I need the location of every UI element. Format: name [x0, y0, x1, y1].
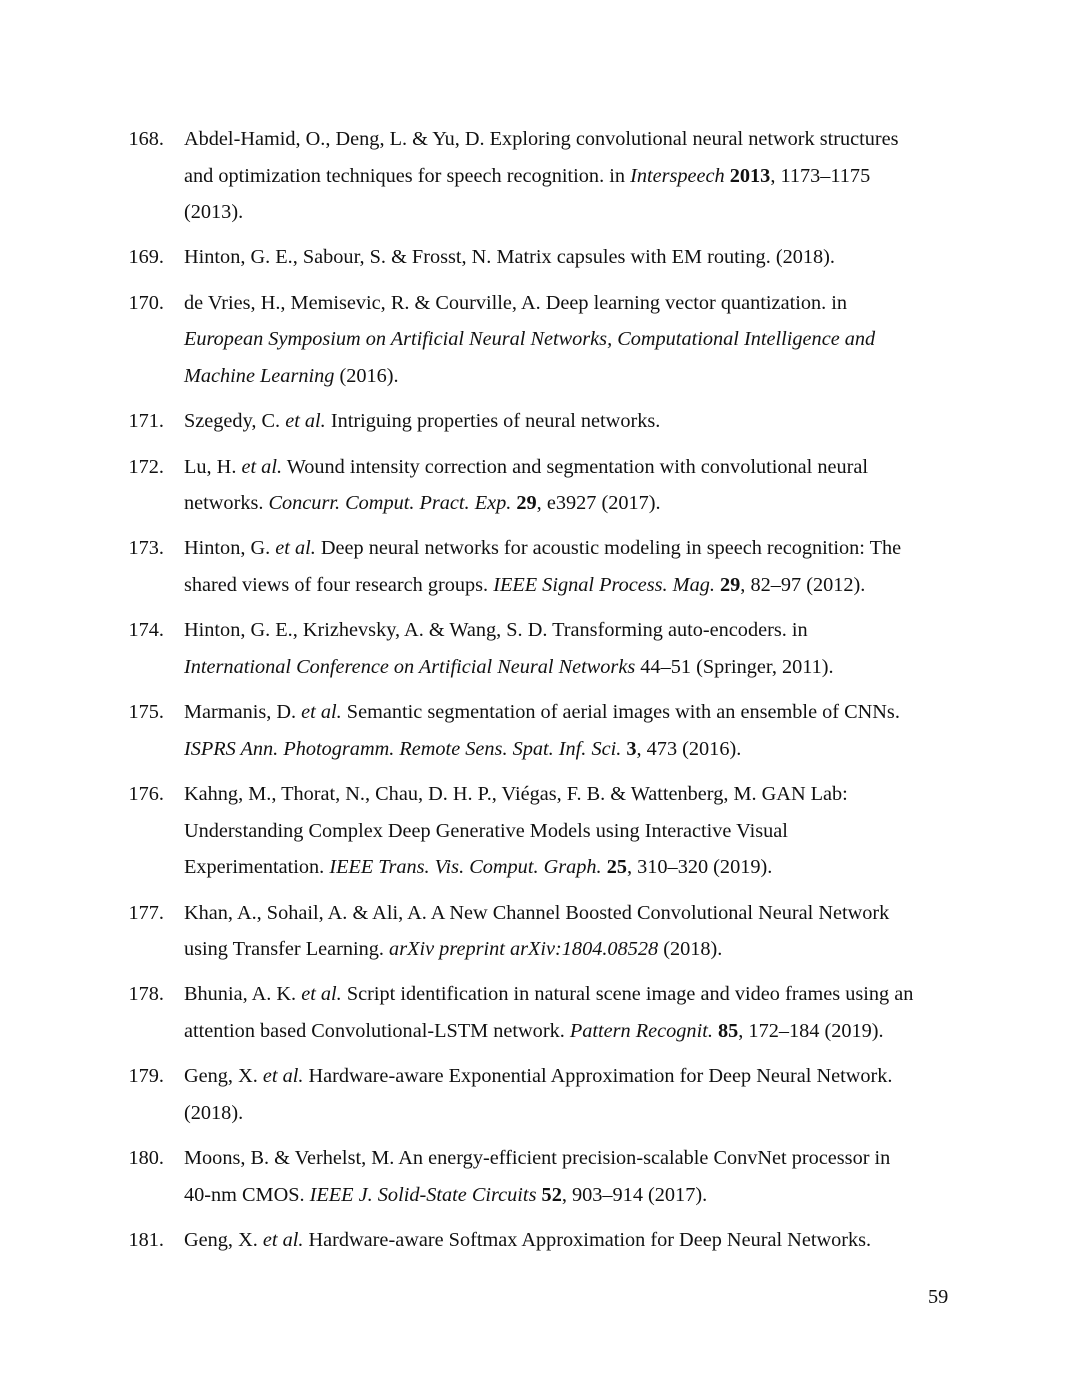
- text-segment: attention based Convolutional-LSTM network.: [184, 1019, 570, 1042]
- italic-text: arXiv preprint arXiv:1804.08528: [389, 938, 659, 961]
- reference-line: [184, 485, 1080, 522]
- reference-text: [184, 895, 1080, 968]
- reference-text: [184, 239, 1080, 276]
- reference-entry: [0, 612, 1080, 685]
- reference-entry: [0, 403, 1080, 440]
- bold-text: 52: [541, 1183, 562, 1206]
- italic-text: Interspeech: [630, 164, 725, 187]
- reference-number: 174.: [128, 619, 164, 642]
- italic-text: et al.: [275, 537, 316, 560]
- reference-entry: [0, 776, 1080, 886]
- italic-text: European Symposium on Artificial Neural Networks, Computational Intelligence and: [184, 328, 876, 351]
- italic-text: IEEE J. Solid-State Circuits: [309, 1183, 537, 1206]
- text-segment: Understanding Complex Deep Generative Models using Interactive Visual: [184, 819, 788, 842]
- reference-line: [184, 449, 1080, 486]
- reference-list: [0, 121, 1080, 1267]
- reference-line: [184, 1177, 1080, 1214]
- text-segment: 44–51 (Springer, 2011).: [635, 655, 834, 678]
- reference-line: [184, 530, 1080, 567]
- reference-number: 178.: [128, 983, 164, 1006]
- text-segment: , 310–320 (2019).: [626, 856, 773, 879]
- reference-line: [184, 849, 1080, 886]
- reference-entry: [0, 530, 1080, 603]
- text-segment: Deep neural networks for acoustic modeling in speech recognition: The: [315, 537, 902, 560]
- text-segment: , 172–184 (2019).: [738, 1019, 884, 1042]
- text-segment: Intriguing properties of neural networks.: [325, 410, 661, 433]
- reference-number: 176.: [128, 783, 164, 806]
- italic-text: International Conference on Artificial Neural Networks: [184, 655, 636, 678]
- reference-line: [184, 1058, 1080, 1095]
- italic-text: et al.: [285, 410, 326, 433]
- text-segment: networks.: [184, 492, 269, 515]
- text-segment: Geng, X.: [184, 1065, 263, 1088]
- reference-text: [184, 694, 1080, 767]
- text-segment: Script identification in natural scene image and video frames using an: [341, 983, 914, 1006]
- text-segment: (2013).: [184, 201, 244, 223]
- text-segment: (2018).: [184, 1101, 244, 1124]
- italic-text: Pattern Recognit.: [569, 1019, 713, 1042]
- text-segment: Experimentation.: [184, 856, 330, 879]
- text-segment: , 1173–1175: [770, 164, 871, 187]
- reference-text: [184, 1058, 1080, 1131]
- text-segment: Hinton, G. E., Sabour, S. & Frosst, N. Matrix capsules with EM routing. (2018).: [184, 246, 835, 269]
- bold-text: 3: [626, 737, 637, 760]
- text-segment: shared views of four research groups.: [184, 573, 494, 596]
- text-segment: de Vries, H., Memisevic, R. & Courville, A. Deep learning vector quantization. in: [184, 291, 848, 314]
- reference-text: [184, 976, 1080, 1049]
- text-segment: Hardware-aware Softmax Approximation for Deep Neural Networks.: [303, 1229, 872, 1252]
- italic-text: IEEE Signal Process. Mag.: [493, 573, 715, 596]
- text-segment: (2018).: [658, 938, 723, 961]
- italic-text: IEEE Trans. Vis. Comput. Graph.: [329, 856, 602, 879]
- reference-line: [184, 403, 1080, 440]
- text-segment: using Transfer Learning.: [184, 938, 390, 961]
- text-segment: , 82–97 (2012).: [740, 573, 866, 596]
- reference-line: [184, 1013, 1080, 1050]
- italic-text: et al.: [262, 1229, 304, 1252]
- bold-text: 25: [606, 856, 627, 879]
- italic-text: ISPRS Ann. Photogramm. Remote Sens. Spat. Inf. Sci.: [184, 737, 622, 760]
- italic-text: et al.: [301, 983, 342, 1006]
- text-segment: , 473 (2016).: [636, 737, 742, 760]
- reference-line: [184, 239, 1080, 276]
- reference-line: [184, 1095, 1080, 1132]
- reference-number: 168.: [128, 128, 164, 150]
- reference-text: [184, 403, 1080, 440]
- italic-text: Concurr. Comput. Pract. Exp.: [268, 492, 512, 515]
- reference-text: [184, 612, 1080, 685]
- reference-line: [184, 895, 1080, 932]
- reference-line: [184, 649, 1080, 686]
- text-segment: 40-nm CMOS.: [184, 1183, 310, 1206]
- page-number: 59: [928, 1286, 949, 1308]
- text-segment: , e3927 (2017).: [536, 492, 661, 515]
- reference-text: [184, 121, 1080, 231]
- text-segment: and optimization techniques for speech recognition. in: [184, 164, 631, 187]
- reference-text: [184, 285, 1080, 395]
- text-segment: Lu, H.: [184, 455, 242, 478]
- text-segment: , 903–914 (2017).: [561, 1183, 708, 1206]
- italic-text: et al.: [241, 455, 283, 478]
- reference-entry: [0, 1058, 1080, 1131]
- text-segment: Szegedy, C.: [184, 410, 286, 433]
- reference-number: 175.: [128, 701, 164, 724]
- reference-line: [184, 813, 1080, 850]
- reference-entry: [0, 285, 1080, 395]
- reference-entry: [0, 121, 1080, 231]
- reference-line: [184, 194, 1080, 231]
- reference-line: [184, 931, 1080, 968]
- text-segment: (2016).: [334, 364, 399, 387]
- reference-number: 180.: [128, 1147, 164, 1170]
- reference-text: [184, 1140, 1080, 1213]
- text-segment: Wound intensity correction and segmentation with convolutional neural: [282, 455, 869, 478]
- reference-number: 179.: [128, 1065, 164, 1088]
- reference-entry: [0, 976, 1080, 1049]
- text-segment: Abdel-Hamid, O., Deng, L. & Yu, D. Exploring convolutional neural network structures: [184, 128, 899, 150]
- reference-text: [184, 530, 1080, 603]
- text-segment: Khan, A., Sohail, A. & Ali, A. A New Channel Boosted Convolutional Neural Network: [184, 901, 890, 924]
- text-segment: Marmanis, D.: [184, 701, 302, 724]
- reference-number: 172.: [128, 455, 164, 478]
- reference-text: [184, 776, 1080, 886]
- italic-text: et al.: [301, 701, 342, 724]
- reference-line: [184, 612, 1080, 649]
- reference-number: 170.: [128, 291, 164, 314]
- text-segment: Bhunia, A. K.: [184, 983, 302, 1006]
- text-segment: Moons, B. & Verhelst, M. An energy-efficient precision-scalable ConvNet processor in: [184, 1147, 891, 1170]
- reference-entry: [0, 1222, 1080, 1259]
- reference-line: [184, 1222, 1080, 1259]
- reference-line: [184, 694, 1080, 731]
- text-segment: Hinton, G.: [184, 537, 276, 560]
- reference-line: [184, 321, 1080, 358]
- reference-number: 173.: [128, 537, 164, 560]
- text-segment: Semantic segmentation of aerial images with an ensemble of CNNs.: [341, 701, 900, 724]
- bold-text: 85: [718, 1019, 739, 1042]
- italic-text: et al.: [262, 1065, 304, 1088]
- text-segment: Hinton, G. E., Krizhevsky, A. & Wang, S. D. Transforming auto-encoders. in: [184, 619, 808, 642]
- reference-entry: [0, 239, 1080, 276]
- reference-entry: [0, 694, 1080, 767]
- reference-line: [184, 358, 1080, 395]
- reference-line: [184, 121, 1080, 158]
- reference-number: 181.: [128, 1229, 164, 1252]
- reference-line: [184, 285, 1080, 322]
- text-segment: Hardware-aware Exponential Approximation for Deep Neural Network.: [303, 1065, 893, 1088]
- reference-entry: [0, 449, 1080, 522]
- text-segment: Kahng, M., Thorat, N., Chau, D. H. P., Viégas, F. B. & Wattenberg, M. GAN Lab:: [184, 783, 848, 806]
- text-segment: Geng, X.: [184, 1229, 263, 1252]
- reference-entry: [0, 1140, 1080, 1213]
- reference-text: [184, 449, 1080, 522]
- reference-line: [184, 1140, 1080, 1177]
- reference-entry: [0, 895, 1080, 968]
- reference-line: [184, 158, 1080, 195]
- reference-number: 177.: [128, 901, 164, 924]
- reference-line: [184, 976, 1080, 1013]
- reference-line: [184, 567, 1080, 604]
- reference-line: [184, 776, 1080, 813]
- reference-number: 171.: [128, 410, 164, 433]
- italic-text: Machine Learning: [184, 364, 335, 387]
- bold-text: 29: [516, 492, 537, 515]
- reference-line: [184, 731, 1080, 768]
- bold-text: 2013: [729, 164, 771, 187]
- bold-text: 29: [720, 573, 741, 596]
- reference-text: [184, 1222, 1080, 1259]
- reference-number: 169.: [128, 246, 164, 269]
